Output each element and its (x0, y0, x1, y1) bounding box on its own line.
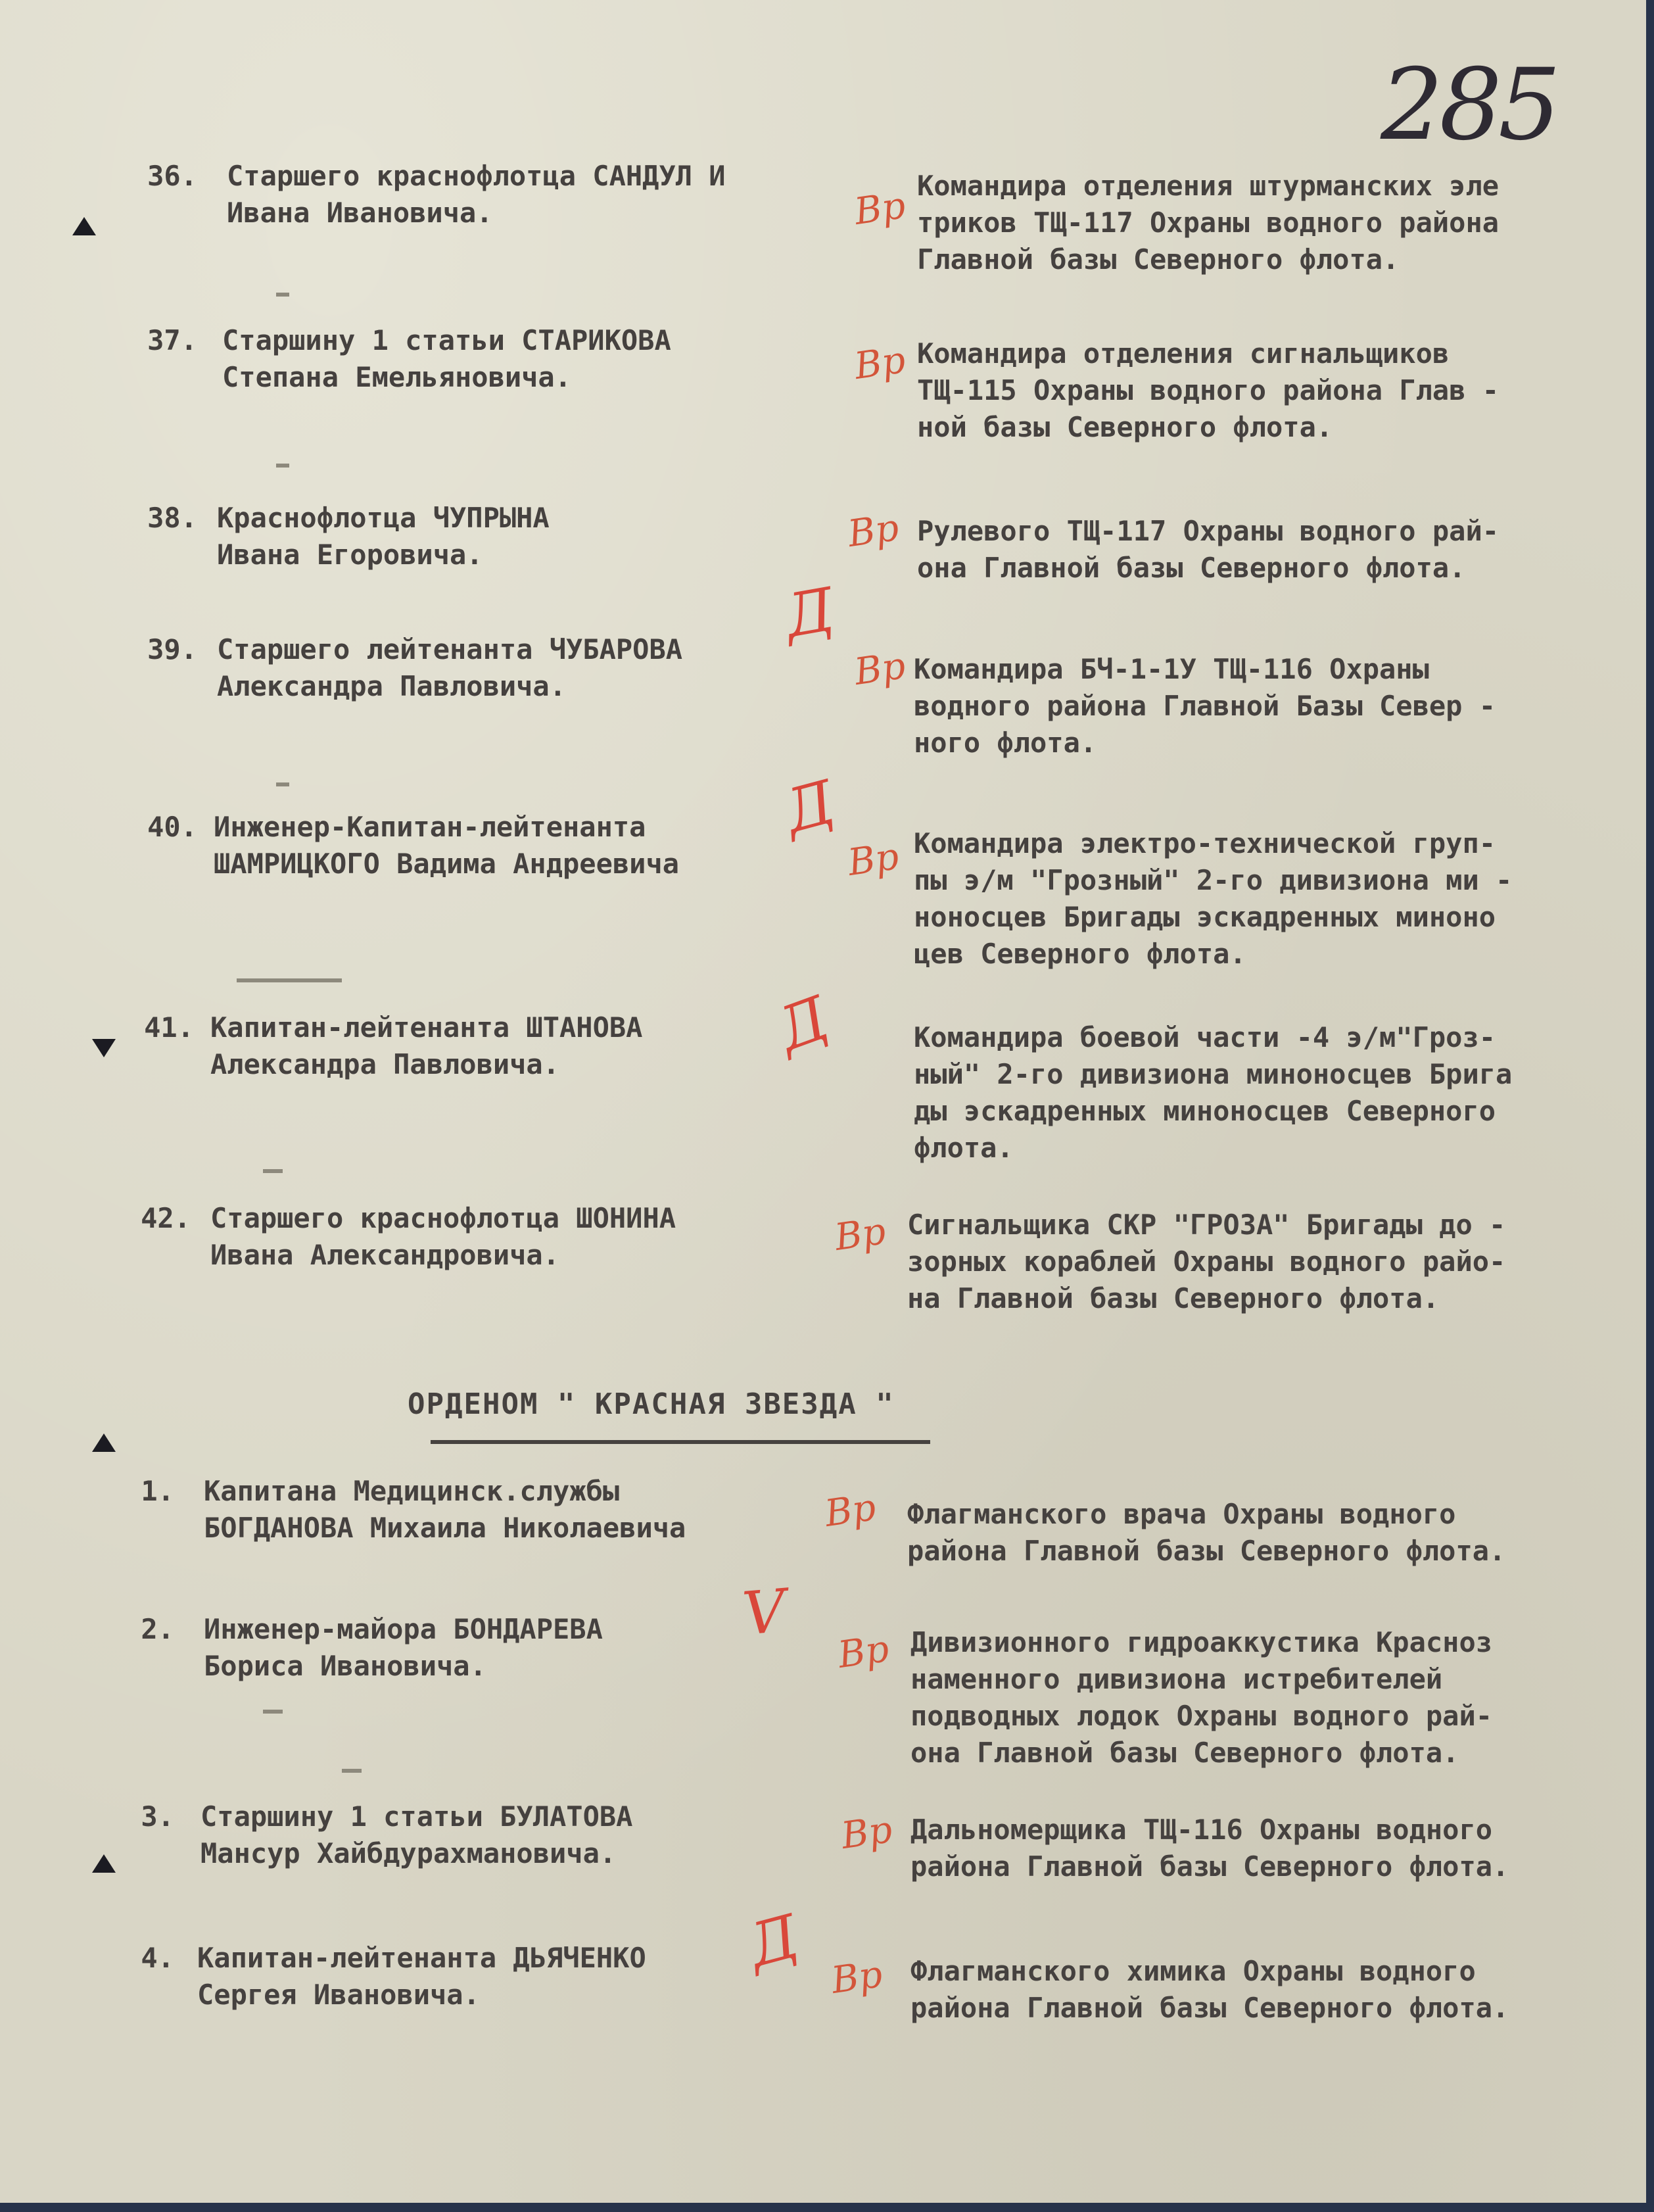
red-pencil-mark: Вр (845, 834, 902, 885)
awardee-position: Командира электро-технической груп- пы э/м "Грозный" 2-го дивизиона ми - ноносцев Бригады эскадренных миноно цев Северного флота. (914, 827, 1513, 970)
entry-number: 39. (147, 633, 197, 665)
red-pencil-mark: Д (741, 1902, 806, 1981)
awardee-position: Дивизионного гидроаккустика Красноз наменного дивизиона истребителей подводных лодок Охраны водного рай- она Главной базы Северного флота. (910, 1626, 1493, 1769)
awardee-position: Сигнальщика СКР "ГРОЗА" Бригады до - зорных кораблей Охраны водного райо- на Главной базы Северного флота. (907, 1209, 1506, 1314)
separator-tick (237, 978, 342, 982)
red-pencil-mark: Вр (822, 1485, 879, 1536)
red-pencil-mark: Вр (851, 183, 909, 234)
scan-edge-bottom (0, 2203, 1654, 2212)
separator-tick (276, 782, 289, 786)
awardee-position: Флагманского врача Охраны водного района Главной базы Северного флота. (907, 1498, 1506, 1567)
entry-number: 4. (141, 1942, 174, 1974)
awardee-position: Флагманского химика Охраны водного района Главной базы Северного флота. (910, 1955, 1509, 2024)
red-pencil-mark: Д (768, 983, 838, 1065)
entry-number: 41. (144, 1011, 194, 1044)
awardee-name: Инженер-Капитан-лейтенанта ШАМРИЦКОГО Вадима Андреевича (214, 811, 680, 880)
awardee-position: Рулевого ТЩ-117 Охраны водного рай- она Главной базы Северного флота. (917, 515, 1500, 584)
entry-number: 2. (141, 1613, 174, 1645)
entry-number: 38. (147, 502, 197, 534)
separator-tick (342, 1769, 362, 1773)
folio-number: 285 (1381, 48, 1557, 162)
awardee-position: Командира боевой части -4 э/м"Гроз- ный" 2-го дивизиона миноносцев Брига ды эскадренных миноносцев Северного флота. (914, 1021, 1513, 1164)
entry-number: 37. (147, 324, 197, 356)
awardee-name: Старшего краснофлотца ШОНИНА Ивана Александровича. (210, 1202, 676, 1271)
separator-tick (263, 1169, 283, 1173)
awardee-name: Капитан-лейтенанта ДЬЯЧЕНКО Сергея Ивановича. (197, 1942, 646, 2011)
awardee-position: Командира отделения штурманских эле триков ТЩ-117 Охраны водного района Главной базы Северного флота. (917, 170, 1500, 276)
separator-tick (276, 464, 289, 468)
red-pencil-mark: Д (777, 767, 842, 847)
red-pencil-mark: Вр (845, 506, 902, 556)
red-pencil-mark: Д (780, 575, 839, 652)
awardee-name: Старшину 1 статьи СТАРИКОВА Степана Емельяновича. (222, 324, 671, 393)
scan-edge-right (1646, 0, 1654, 2212)
entry-number: 42. (141, 1202, 191, 1234)
red-pencil-mark: Вр (851, 338, 909, 389)
awardee-name: Старшину 1 статьи БУЛАТОВА Мансур Хайбдурахмановича. (201, 1800, 633, 1869)
entry-number: 1. (141, 1475, 174, 1507)
entry-number: 3. (141, 1800, 174, 1833)
binding-hole-icon (72, 217, 96, 235)
heading-underline (431, 1440, 930, 1444)
awardee-name: Старшего краснофлотца САНДУЛ И Ивана Ивановича. (227, 160, 726, 229)
awardee-position: Командира отделения сигнальщиков ТЩ-115 Охраны водного района Глав - ной базы Северного флота. (917, 337, 1500, 443)
awardee-position: Командира БЧ-1-1У ТЩ-116 Охраны водного района Главной Базы Север - ного флота. (914, 653, 1496, 759)
binding-hole-icon (92, 1433, 116, 1452)
red-pencil-mark: Вр (851, 644, 909, 694)
separator-tick (276, 293, 289, 297)
awardee-name: Старшего лейтенанта ЧУБАРОВА Александра Павловича. (217, 633, 683, 702)
awardee-position: Дальномерщика ТЩ-116 Охраны водного района Главной базы Северного флота. (910, 1814, 1509, 1883)
binding-hole-icon (92, 1039, 116, 1057)
red-pencil-mark: Вр (838, 1808, 895, 1858)
awardee-name: Капитана Медицинск.службы БОГДАНОВА Михаила Николаевича (204, 1475, 686, 1544)
red-pencil-mark: V (740, 1576, 789, 1649)
red-pencil-mark: Вр (828, 1952, 886, 2003)
separator-tick (263, 1710, 283, 1714)
awardee-name: Капитан-лейтенанта ШТАНОВА Александра Павловича. (210, 1011, 643, 1080)
red-pencil-mark: Вр (835, 1627, 892, 1677)
section-heading: ОРДЕНОМ " КРАСНАЯ ЗВЕЗДА " (408, 1387, 895, 1421)
awardee-name: Инженер-майора БОНДАРЕВА Бориса Ивановича. (204, 1613, 603, 1682)
red-pencil-mark: Вр (832, 1209, 889, 1260)
binding-hole-icon (92, 1854, 116, 1873)
awardee-name: Краснофлотца ЧУПРЫНА Ивана Егоровича. (217, 502, 550, 571)
entry-number: 40. (147, 811, 197, 843)
entry-number: 36. (147, 160, 197, 192)
